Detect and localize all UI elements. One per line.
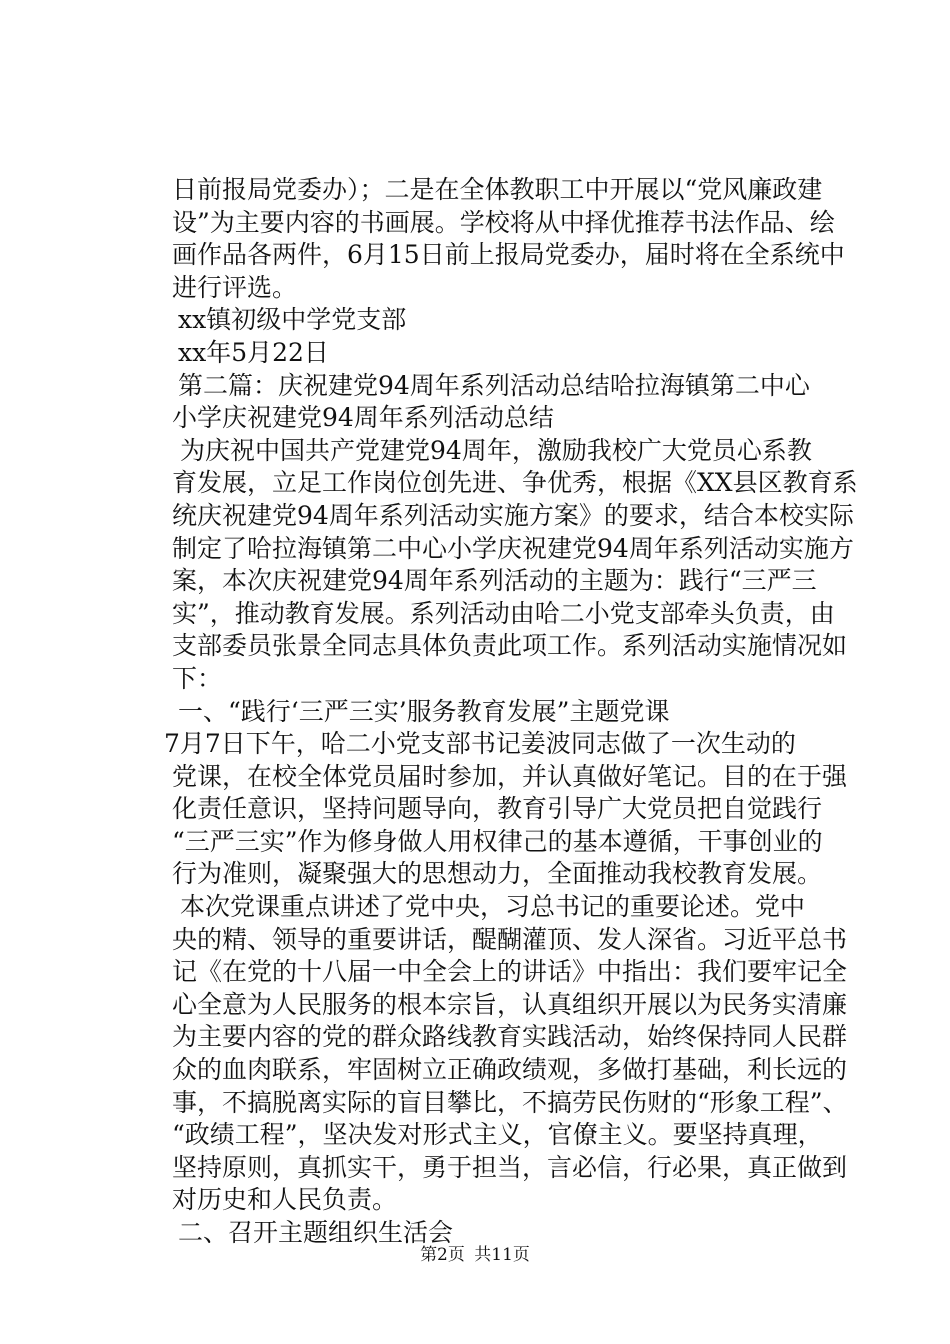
paragraph-start: 为庆祝中国共产党建党94周年，激励我校广大党员心系教 [180, 435, 812, 465]
text-line: 育发展，立足工作岗位创先进、争优秀，根据《XX县区教育系 [172, 468, 858, 498]
text-line: 统庆祝建党94周年系列活动实施方案》的要求，结合本校实际 [172, 500, 854, 530]
section-title-cont: 小学庆祝建党94周年系列活动总结 [172, 403, 554, 433]
text-line: 制定了哈拉海镇第二中心小学庆祝建党94周年系列活动实施方 [172, 533, 854, 563]
text-line: 央的精、领导的重要讲话，醍醐灌顶、发人深省。习近平总书 [172, 924, 848, 954]
subheading-1: 一、“践行‘三严三实’服务教育发展”主题党课 [178, 696, 670, 726]
document-body [164, 174, 858, 1250]
page-number: 第2页 [420, 1245, 465, 1265]
text-line: “三严三实”作为修身做人用权律己的基本遵循，干事创业的 [172, 826, 823, 856]
text-line: 实”，推动教育发展。系列活动由哈二小党支部牵头负责，由 [172, 598, 835, 628]
text-line: 对历史和人民负责。 [172, 1185, 398, 1215]
text-line: 支部委员张景全同志具体负责此项工作。系列活动实施情况如 [172, 631, 848, 661]
text-line: 记《在党的十八届一中全会上的讲话》中指出：我们要牢记全 [172, 957, 848, 987]
paragraph-start: 本次党课重点讲述了党中央，习总书记的重要论述。党中 [180, 892, 806, 922]
page-footer [0, 1244, 950, 1266]
text-line: 事，不搞脱离实际的盲目攀比，不搞劳民伤财的“形象工程”、 [172, 1087, 848, 1117]
page-total: 共11页 [474, 1245, 530, 1265]
section-title: 第二篇：庆祝建党94周年系列活动总结哈拉海镇第二中心 [178, 370, 810, 400]
text-line: 行为准则，凝聚强大的思想动力，全面推动我校教育发展。 [172, 859, 823, 889]
text-line: “政绩工程”，坚决发对形式主义，官僚主义。要坚持真理， [172, 1120, 823, 1150]
text-line: 下： [172, 663, 223, 693]
subheading-2: 二、召开主题组织生活会 [178, 1218, 454, 1247]
text-line: 为主要内容的党的群众路线教育实践活动，始终保持同人民群 [172, 1022, 848, 1052]
paragraph-start: 7月7日下午，哈二小党支部书记姜波同志做了一次生动的 [164, 729, 796, 759]
text-line: 心全意为人民服务的根本宗旨，认真组织开展以为民务实清廉 [172, 989, 848, 1019]
text-line: 日前报局党委办）；二是在全体教职工中开展以“党风廉政建 [172, 175, 823, 204]
signature-date: xx年5月22日 [178, 337, 329, 367]
text-line: 坚持原则，真抓实干，勇于担当，言必信，行必果，真正做到 [172, 1152, 848, 1182]
text-line: 党课，在校全体党员届时参加，并认真做好笔记。目的在于强 [172, 761, 848, 791]
text-line: 画作品各两件，6月15日前上报局党委办，届时将在全系统中 [172, 240, 845, 270]
text-line: 众的血肉联系，牢固树立正确政绩观，多做打基础，利长远的 [172, 1055, 848, 1085]
text-line: 设”为主要内容的书画展。学校将从中择优推荐书法作品、绘 [172, 207, 835, 237]
text-line: 化责任意识，坚持问题导向，教育引导广大党员把自觉践行 [172, 794, 823, 824]
text-line: 进行评选。 [172, 272, 298, 302]
signature-org: xx镇初级中学党支部 [178, 305, 407, 335]
text-line: 案，本次庆祝建党94周年系列活动的主题为：践行“三严三 [172, 566, 817, 596]
